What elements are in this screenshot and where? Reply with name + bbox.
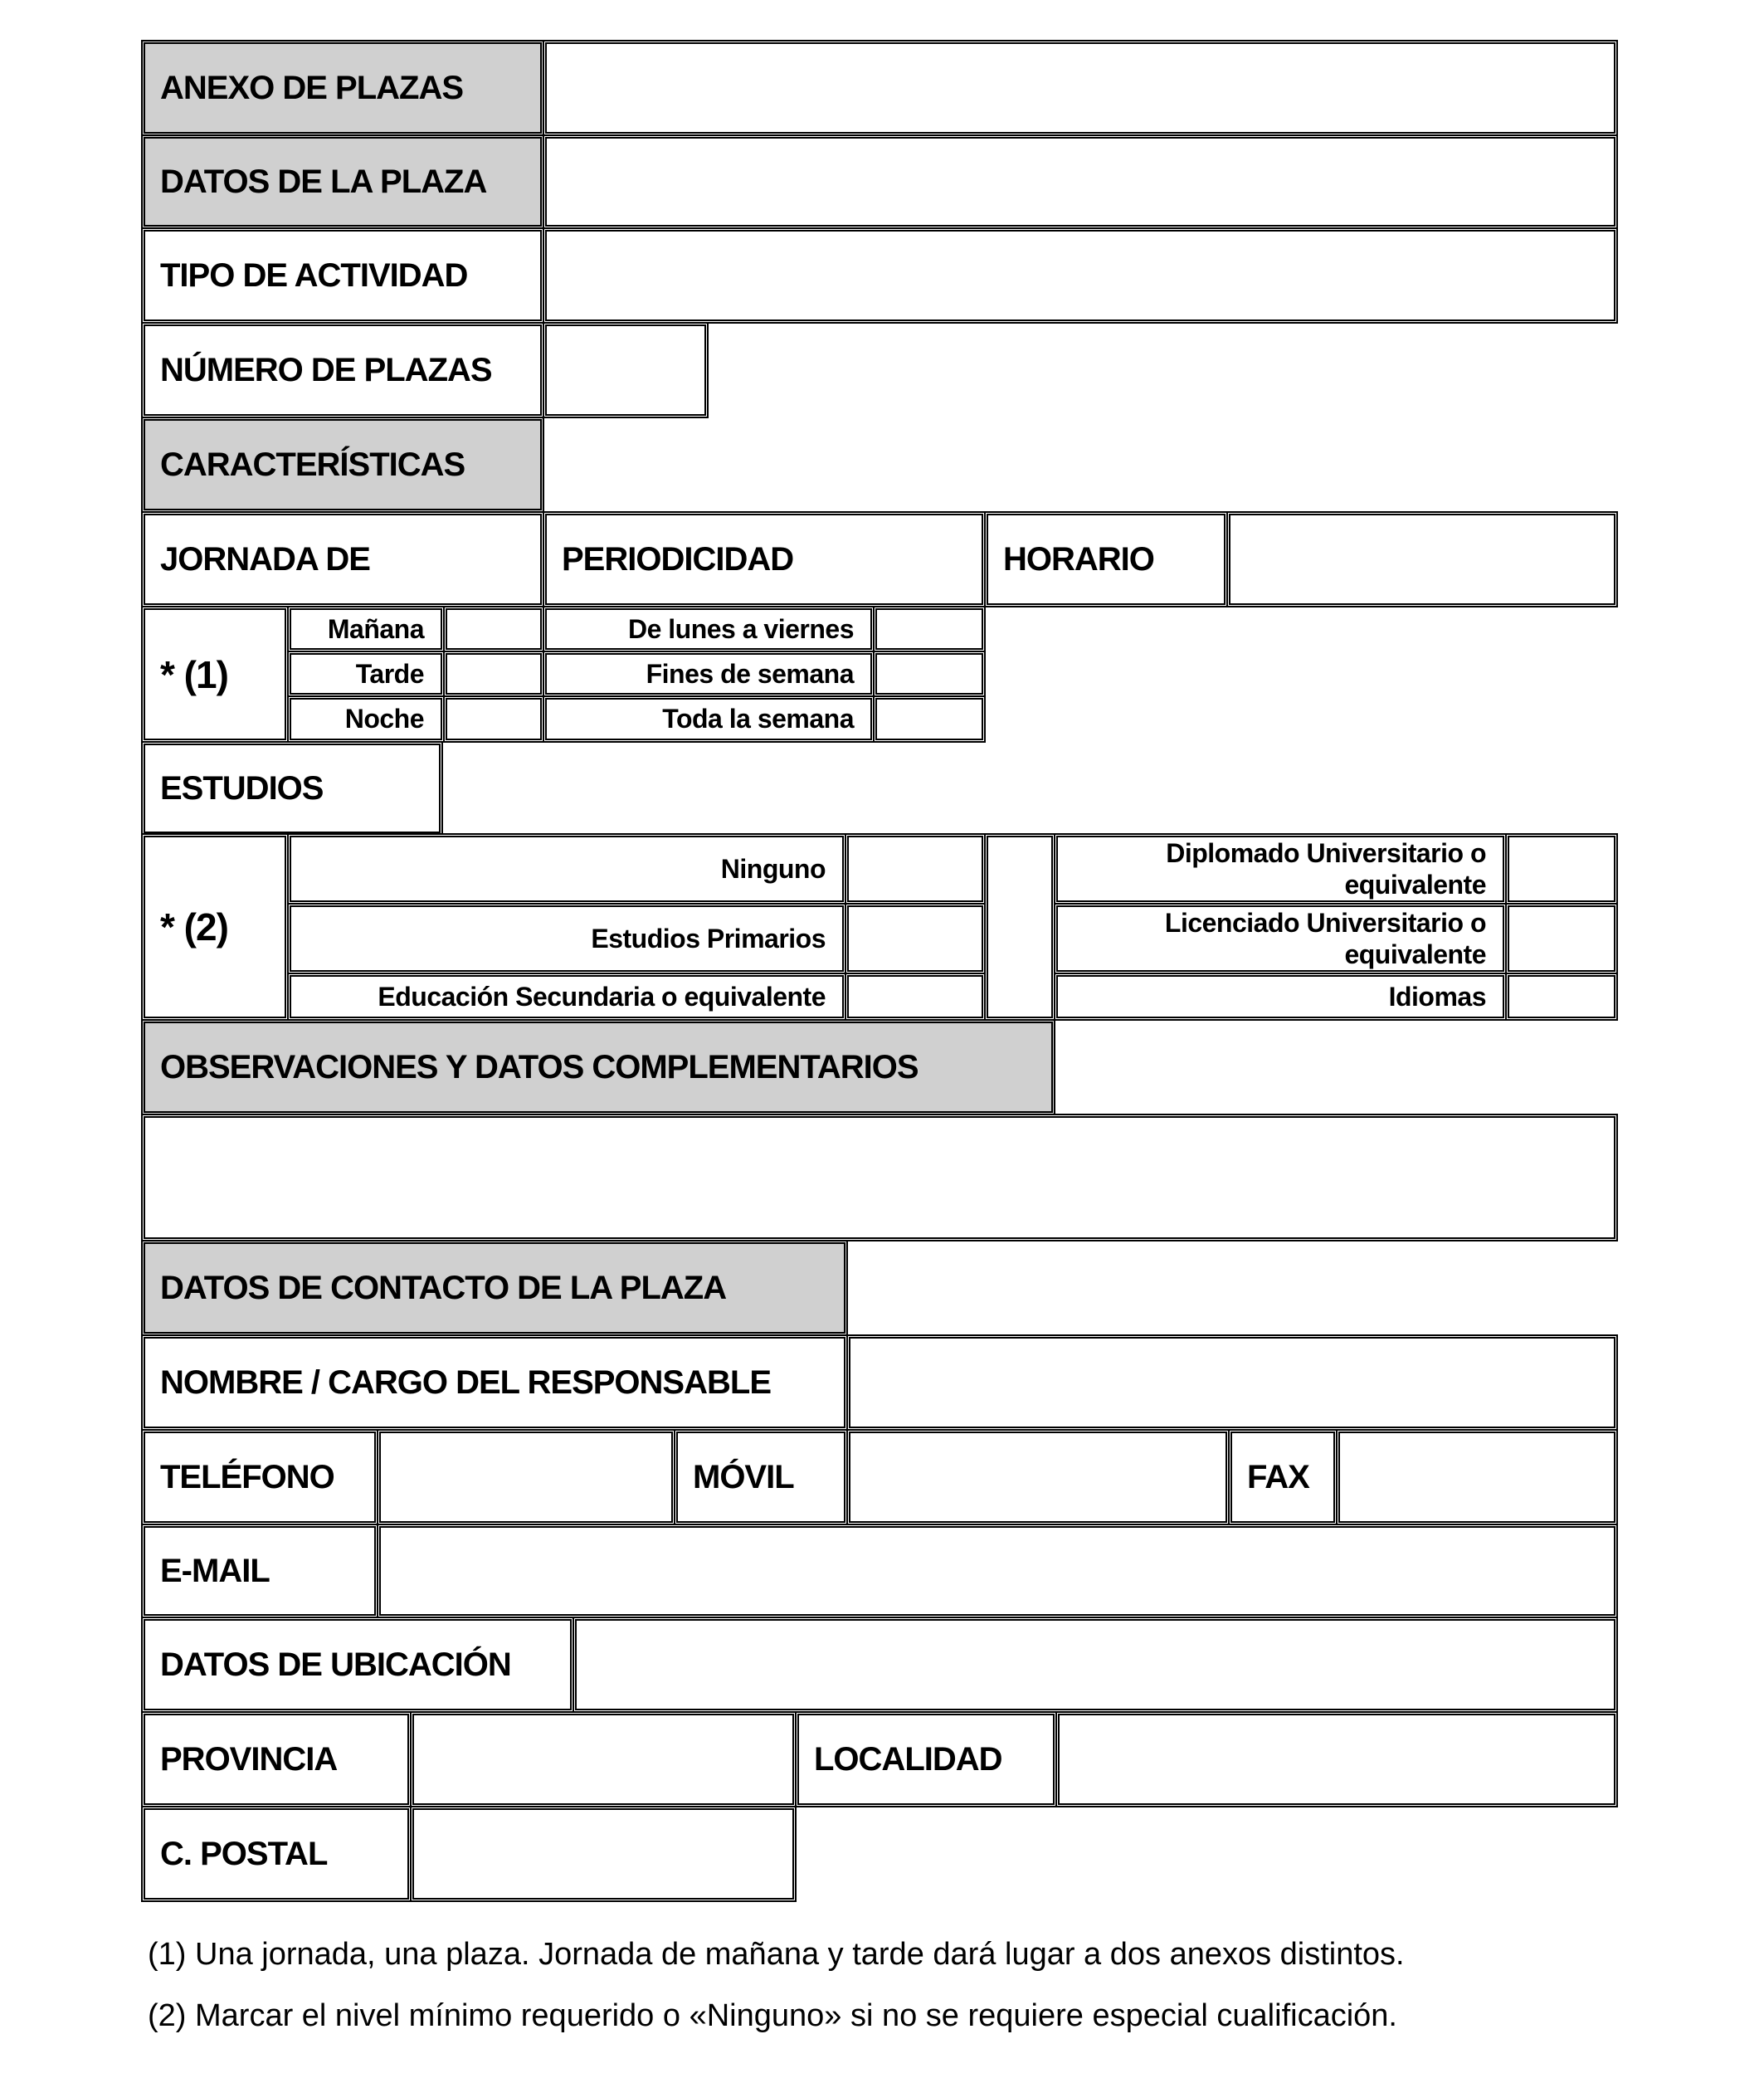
- periodicidad-lunes-viernes-checkbox[interactable]: [873, 606, 986, 652]
- localidad-label: LOCALIDAD: [795, 1711, 1057, 1807]
- estudios-label: ESTUDIOS: [141, 741, 443, 836]
- provincia-label: PROVINCIA: [141, 1711, 412, 1807]
- nombre-cargo-field[interactable]: [846, 1334, 1618, 1431]
- periodicidad-label: PERIODICIDAD: [543, 511, 986, 607]
- footnote-1: (1) Una jornada, una plaza. Jornada de mañana y tarde dará lugar a dos anexos distintos.: [148, 1937, 1405, 1972]
- estudios-spacer-cell: [984, 833, 1055, 1021]
- movil-label: MÓVIL: [674, 1429, 848, 1525]
- jornada-option-manana: Mañana: [287, 606, 445, 652]
- licenciado-line-1: Licenciado Universitario o: [1164, 908, 1486, 938]
- datos-contacto-label: DATOS DE CONTACTO DE LA PLAZA: [141, 1240, 848, 1336]
- diplomado-line-2: equivalente: [1344, 870, 1486, 900]
- estudios-option-primarios: Estudios Primarios: [287, 903, 846, 974]
- jornada-option-tarde: Tarde: [287, 651, 445, 697]
- estudios-secundaria-checkbox[interactable]: [845, 973, 986, 1021]
- periodicidad-option-lunes-viernes: De lunes a viernes: [543, 606, 875, 652]
- observaciones-field[interactable]: [141, 1114, 1618, 1241]
- jornada-option-noche: Noche: [287, 695, 445, 743]
- c-postal-label: C. POSTAL: [141, 1806, 412, 1902]
- estudios-idiomas-checkbox[interactable]: [1505, 973, 1618, 1021]
- email-field[interactable]: [377, 1524, 1618, 1618]
- estudios-diplomado-checkbox[interactable]: [1505, 833, 1618, 905]
- movil-field[interactable]: [846, 1429, 1230, 1525]
- horario-field[interactable]: [1226, 511, 1618, 607]
- anexo-de-plazas-label: ANEXO DE PLAZAS: [141, 40, 544, 136]
- jornada-noche-checkbox[interactable]: [443, 695, 544, 743]
- tipo-de-actividad-label: TIPO DE ACTIVIDAD: [141, 227, 544, 324]
- datos-de-la-plaza-label: DATOS DE LA PLAZA: [141, 134, 544, 229]
- periodicidad-option-fines-semana: Fines de semana: [543, 651, 875, 697]
- periodicidad-toda-semana-checkbox[interactable]: [873, 695, 986, 743]
- estudios-option-idiomas: Idiomas: [1054, 973, 1507, 1021]
- c-postal-field[interactable]: [410, 1806, 797, 1902]
- observaciones-label: OBSERVACIONES Y DATOS COMPLEMENTARIOS: [141, 1019, 1055, 1115]
- estudios-option-diplomado: [1054, 833, 1507, 905]
- telefono-label: TELÉFONO: [141, 1429, 378, 1525]
- footnote-2: (2) Marcar el nivel mínimo requerido o «Ninguno» si no se requiere especial cualificación.: [148, 1998, 1397, 2033]
- jornada-de-label: JORNADA DE: [141, 511, 544, 607]
- numero-de-plazas-field[interactable]: [543, 322, 709, 418]
- fax-field[interactable]: [1336, 1429, 1618, 1525]
- telefono-field[interactable]: [377, 1429, 675, 1525]
- nombre-cargo-label: NOMBRE / CARGO DEL RESPONSABLE: [141, 1334, 848, 1431]
- localidad-field[interactable]: [1055, 1711, 1618, 1807]
- tipo-de-actividad-field[interactable]: [543, 227, 1618, 324]
- email-label: E-MAIL: [141, 1524, 378, 1618]
- periodicidad-fines-semana-checkbox[interactable]: [873, 651, 986, 697]
- estudios-licenciado-checkbox[interactable]: [1505, 903, 1618, 974]
- estudios-primarios-checkbox[interactable]: [845, 903, 986, 974]
- jornada-manana-checkbox[interactable]: [443, 606, 544, 652]
- licenciado-line-2: equivalente: [1344, 939, 1486, 969]
- estudios-option-ninguno: Ninguno: [287, 833, 846, 905]
- anexo-de-plazas-field[interactable]: [543, 40, 1618, 136]
- periodicidad-option-toda-semana: Toda la semana: [543, 695, 875, 743]
- datos-ubicacion-label: DATOS DE UBICACIÓN: [141, 1617, 574, 1713]
- ref2-label: * (2): [141, 833, 289, 1021]
- estudios-option-licenciado: [1054, 903, 1507, 974]
- fax-label: FAX: [1228, 1429, 1338, 1525]
- ref1-label: * (1): [141, 606, 289, 743]
- caracteristicas-label: CARACTERÍSTICAS: [141, 417, 544, 513]
- jornada-tarde-checkbox[interactable]: [443, 651, 544, 697]
- horario-label: HORARIO: [984, 511, 1228, 607]
- datos-ubicacion-field[interactable]: [573, 1617, 1618, 1713]
- estudios-ninguno-checkbox[interactable]: [845, 833, 986, 905]
- datos-de-la-plaza-field[interactable]: [543, 134, 1618, 229]
- provincia-field[interactable]: [410, 1711, 797, 1807]
- numero-de-plazas-label: NÚMERO DE PLAZAS: [141, 322, 544, 418]
- diplomado-line-1: Diplomado Universitario o: [1166, 838, 1486, 868]
- estudios-option-secundaria: Educación Secundaria o equivalente: [287, 973, 846, 1021]
